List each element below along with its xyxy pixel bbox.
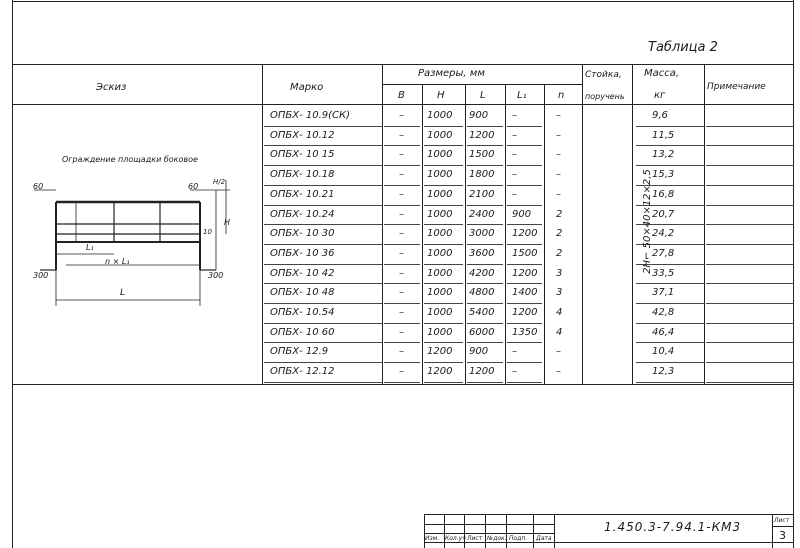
titleblock-col-4 xyxy=(485,514,486,548)
row-underline xyxy=(424,362,463,363)
titleblock-col-1 xyxy=(424,514,425,548)
cell-mass: 11,5 xyxy=(652,129,675,141)
cell-L: 5400 xyxy=(469,307,495,318)
titleblock-col-2 xyxy=(444,514,445,548)
stamp-label-data: Дата xyxy=(536,535,552,542)
col-line-n xyxy=(544,84,545,384)
cell-L: 1200 xyxy=(469,129,495,141)
cell-L1: – xyxy=(512,110,517,121)
header-n: n xyxy=(558,90,565,101)
cell-L1: 1200 xyxy=(512,228,538,240)
titleblock-col-6 xyxy=(533,514,534,548)
row-underline xyxy=(384,126,420,127)
row-underline xyxy=(424,126,463,127)
cell-L: 2100 xyxy=(469,188,495,200)
cell-B: – xyxy=(399,228,404,240)
row-underline xyxy=(706,303,794,304)
row-underline xyxy=(467,126,503,127)
row-underline xyxy=(264,224,382,225)
cell-L: 4200 xyxy=(469,267,495,279)
row-underline xyxy=(507,126,542,127)
cell-mark: ОПБХ- 10.24 xyxy=(270,208,335,220)
row-underline xyxy=(384,165,420,166)
cell-L1: – xyxy=(512,169,517,181)
row-underline xyxy=(507,145,542,146)
row-underline xyxy=(384,244,420,245)
row-underline xyxy=(384,145,420,146)
cell-n: 4 xyxy=(556,307,563,318)
header-sketch: Эскиз xyxy=(96,82,127,93)
row-underline xyxy=(384,303,420,304)
row-underline xyxy=(384,323,420,324)
cell-H: 1200 xyxy=(427,346,453,358)
cell-L: 3000 xyxy=(469,228,495,240)
table-caption: Таблица 2 xyxy=(648,40,718,55)
cell-B: – xyxy=(399,307,404,318)
row-underline xyxy=(507,165,542,166)
cell-mass: 42,8 xyxy=(652,307,675,318)
row-underline xyxy=(384,224,420,225)
cell-mass: 24,2 xyxy=(652,228,675,240)
titleblock-bottom-line xyxy=(424,542,794,543)
header-B: В xyxy=(398,90,405,101)
col-line-note xyxy=(704,64,705,384)
row-underline xyxy=(264,323,382,324)
cell-mark: ОПБХ- 10 48 xyxy=(270,287,335,299)
col-line-mark xyxy=(262,64,263,384)
row-underline xyxy=(424,224,463,225)
row-underline xyxy=(264,165,382,166)
row-underline xyxy=(706,224,794,225)
stamp-label-list: Лист xyxy=(467,535,483,542)
cell-n: – xyxy=(556,346,561,358)
cell-H: 1000 xyxy=(427,267,453,279)
row-underline xyxy=(507,342,542,343)
cell-mass: 9,6 xyxy=(652,110,668,121)
row-underline xyxy=(507,283,542,284)
cell-mark: ОПБХ- 10 42 xyxy=(270,267,335,279)
row-underline xyxy=(384,264,420,265)
cell-L1: – xyxy=(512,188,517,200)
row-underline xyxy=(424,145,463,146)
frame-top-border xyxy=(12,1,794,2)
cell-L1: 1500 xyxy=(512,247,538,259)
row-underline xyxy=(706,264,794,265)
row-underline xyxy=(264,283,382,284)
cell-B: – xyxy=(399,346,404,358)
cell-mark: ОПБХ- 10 60 xyxy=(270,326,335,338)
row-underline xyxy=(636,362,704,363)
cell-mass: 37,1 xyxy=(652,287,675,299)
row-underline xyxy=(467,303,503,304)
cell-mass: 20,7 xyxy=(652,208,675,220)
row-underline xyxy=(636,126,704,127)
col-line-L1 xyxy=(505,84,506,384)
cell-B: – xyxy=(399,267,404,279)
cell-B: – xyxy=(399,110,404,121)
cell-n: – xyxy=(556,169,561,181)
cell-n: – xyxy=(556,129,561,141)
row-underline xyxy=(384,205,420,206)
col-line-mass xyxy=(632,64,633,384)
stamp-label-podp: Подп. xyxy=(509,535,528,542)
sketch-dim-10: 10 xyxy=(203,228,212,236)
row-underline xyxy=(424,283,463,284)
header-dimensions: Размеры, мм xyxy=(418,68,485,79)
header-H: Н xyxy=(437,90,445,101)
cell-n: – xyxy=(556,366,561,378)
row-underline xyxy=(636,283,704,284)
cell-L: 1500 xyxy=(469,149,495,161)
col-line-post xyxy=(582,64,583,384)
cell-H: 1200 xyxy=(427,366,453,378)
cell-mass: 13,2 xyxy=(652,149,675,161)
row-underline xyxy=(507,382,542,383)
row-underline xyxy=(424,323,463,324)
cell-L: 900 xyxy=(469,346,489,358)
row-underline xyxy=(384,362,420,363)
row-underline xyxy=(424,342,463,343)
row-underline xyxy=(467,283,503,284)
row-underline xyxy=(384,283,420,284)
cell-L1: – xyxy=(512,149,517,161)
titleblock-col-5 xyxy=(506,514,507,548)
row-underline xyxy=(706,185,794,186)
cell-B: – xyxy=(399,208,404,220)
cell-H: 1000 xyxy=(427,287,453,299)
cell-B: – xyxy=(399,366,404,378)
sheet-number: 3 xyxy=(779,529,786,542)
cell-mark: ОПБХ- 12.9 xyxy=(270,346,329,358)
cell-H: 1000 xyxy=(427,169,453,181)
cell-mass: 12,3 xyxy=(652,366,675,378)
row-underline xyxy=(264,185,382,186)
col-line-B xyxy=(382,64,383,384)
row-underline xyxy=(636,382,704,383)
cell-H: 1000 xyxy=(427,208,453,220)
row-underline xyxy=(467,362,503,363)
cell-L: 4800 xyxy=(469,287,495,299)
cell-B: – xyxy=(399,188,404,200)
row-underline xyxy=(467,264,503,265)
header-L1: L₁ xyxy=(517,90,527,101)
cell-H: 1000 xyxy=(427,326,453,338)
row-underline xyxy=(507,303,542,304)
sketch-dim-nL1: n × L₁ xyxy=(105,257,130,266)
cell-H: 1000 xyxy=(427,307,453,318)
row-underline xyxy=(424,303,463,304)
row-underline xyxy=(706,205,794,206)
cell-mass: 27,8 xyxy=(652,247,675,259)
row-underline xyxy=(467,382,503,383)
titleblock-top-line xyxy=(424,514,794,515)
row-underline xyxy=(264,264,382,265)
row-underline xyxy=(424,205,463,206)
row-underline xyxy=(507,362,542,363)
frame-left-border xyxy=(12,0,13,548)
row-underline xyxy=(424,165,463,166)
table-header-bottom-line xyxy=(12,104,794,105)
row-underline xyxy=(706,382,794,383)
cell-B: – xyxy=(399,287,404,299)
stamp-label-ndok: №док. xyxy=(487,535,507,542)
cell-mark: ОПБХ- 10.21 xyxy=(270,188,335,200)
cell-H: 1000 xyxy=(427,188,453,200)
cell-n: 3 xyxy=(556,287,563,299)
cell-mark: ОПБХ- 12.12 xyxy=(270,366,335,378)
table-top-line xyxy=(12,64,794,65)
row-underline xyxy=(636,303,704,304)
header-mark: Марко xyxy=(290,82,324,93)
row-underline xyxy=(706,283,794,284)
cell-L: 6000 xyxy=(469,326,495,338)
col-line-H xyxy=(422,84,423,384)
row-underline xyxy=(264,362,382,363)
cell-mark: ОПБХ- 10.12 xyxy=(270,129,335,141)
header-mass-2: кг xyxy=(654,90,666,101)
header-post-1: Стойка, xyxy=(585,70,622,80)
cell-L1: 1350 xyxy=(512,326,538,338)
row-underline xyxy=(706,342,794,343)
row-underline xyxy=(467,165,503,166)
titleblock-col-3 xyxy=(464,514,465,548)
row-underline xyxy=(507,264,542,265)
row-underline xyxy=(467,244,503,245)
row-underline xyxy=(467,342,503,343)
sketch-dim-L1: L₁ xyxy=(86,243,94,252)
row-underline xyxy=(264,126,382,127)
cell-B: – xyxy=(399,149,404,161)
row-underline xyxy=(264,205,382,206)
cell-L: 2400 xyxy=(469,208,495,220)
cell-H: 1000 xyxy=(427,228,453,240)
cell-B: – xyxy=(399,326,404,338)
railing-sketch xyxy=(30,170,240,315)
row-underline xyxy=(706,165,794,166)
cell-mark: ОПБХ- 10.18 xyxy=(270,169,335,181)
cell-H: 1000 xyxy=(427,149,453,161)
row-underline xyxy=(706,244,794,245)
sketch-title: Ограждение площадки боковое xyxy=(62,155,198,164)
sketch-dim-H2: H/2 xyxy=(213,178,226,186)
cell-n: 2 xyxy=(556,247,563,259)
row-underline xyxy=(264,342,382,343)
cell-H: 1000 xyxy=(427,129,453,141)
row-underline xyxy=(706,126,794,127)
titleblock-col-7 xyxy=(554,514,555,548)
cell-L: 1800 xyxy=(469,169,495,181)
cell-mark: ОПБХ- 10 30 xyxy=(270,228,335,240)
row-underline xyxy=(264,382,382,383)
cell-L: 900 xyxy=(469,110,489,121)
cell-L1: 1400 xyxy=(512,287,538,299)
row-underline xyxy=(264,145,382,146)
row-underline xyxy=(636,145,704,146)
cell-n: – xyxy=(556,110,561,121)
cell-B: – xyxy=(399,129,404,141)
cell-L1: 1200 xyxy=(512,307,538,318)
cell-mass: 10,4 xyxy=(652,346,675,358)
sketch-dim-60-right: 60 xyxy=(188,182,199,191)
sheet-label: Лист xyxy=(774,517,790,524)
col-line-L xyxy=(465,84,466,384)
cell-n: 3 xyxy=(556,267,563,279)
row-underline xyxy=(384,382,420,383)
cell-H: 1000 xyxy=(427,110,453,121)
row-underline xyxy=(264,303,382,304)
cell-L1: – xyxy=(512,366,517,378)
row-underline xyxy=(424,382,463,383)
cell-mass: 46,4 xyxy=(652,326,675,338)
row-underline xyxy=(467,224,503,225)
stamp-label-izm: Изм. xyxy=(425,535,440,542)
row-underline xyxy=(424,244,463,245)
cell-mass: 16,8 xyxy=(652,188,675,200)
row-underline xyxy=(424,185,463,186)
cell-n: – xyxy=(556,149,561,161)
frame-right-border xyxy=(793,0,794,548)
row-underline xyxy=(507,244,542,245)
post-profile-label: 2Н⌐ 50×40×12×2,5 xyxy=(641,169,653,274)
cell-mark: ОПБХ- 10.54 xyxy=(270,307,335,318)
sketch-dim-L: L xyxy=(120,288,126,298)
row-underline xyxy=(706,145,794,146)
row-underline xyxy=(507,323,542,324)
row-underline xyxy=(384,185,420,186)
sketch-dim-60-left: 60 xyxy=(33,182,44,191)
document-code: 1.450.3-7.94.1-КМ3 xyxy=(604,520,742,534)
header-L: L xyxy=(480,90,486,101)
header-post-2: поручень xyxy=(585,92,625,101)
titleblock-sheet-line xyxy=(772,526,794,527)
cell-L1: 1200 xyxy=(512,267,538,279)
cell-mass: 15,3 xyxy=(652,169,675,181)
cell-B: – xyxy=(399,247,404,259)
row-underline xyxy=(467,145,503,146)
cell-L: 1200 xyxy=(469,366,495,378)
cell-n: – xyxy=(556,188,561,200)
row-underline xyxy=(467,323,503,324)
stamp-label-kol: Кол.уч xyxy=(445,535,466,542)
row-underline xyxy=(636,165,704,166)
cell-n: 2 xyxy=(556,228,563,240)
row-underline xyxy=(384,342,420,343)
row-underline xyxy=(706,323,794,324)
row-underline xyxy=(636,342,704,343)
row-underline xyxy=(636,323,704,324)
cell-H: 1000 xyxy=(427,247,453,259)
table-bottom-line xyxy=(12,384,794,385)
cell-L: 3600 xyxy=(469,247,495,259)
cell-n: 4 xyxy=(556,326,563,338)
cell-L1: – xyxy=(512,129,517,141)
row-underline xyxy=(706,362,794,363)
header-note: Примечание xyxy=(707,82,766,92)
row-underline xyxy=(424,264,463,265)
cell-mark: ОПБХ- 10.9(СК) xyxy=(270,110,351,121)
row-underline xyxy=(507,224,542,225)
cell-B: – xyxy=(399,169,404,181)
cell-L1: 900 xyxy=(512,208,532,220)
row-underline xyxy=(507,205,542,206)
cell-mark: ОПБХ- 10 36 xyxy=(270,247,335,259)
cell-mass: 33,5 xyxy=(652,267,675,279)
sketch-dim-300-left: 300 xyxy=(33,271,49,280)
row-underline xyxy=(264,244,382,245)
row-underline xyxy=(507,185,542,186)
row-underline xyxy=(467,185,503,186)
row-underline xyxy=(467,205,503,206)
cell-n: 2 xyxy=(556,208,563,220)
titleblock-sheet-col xyxy=(772,514,773,548)
sketch-dim-300-right: 300 xyxy=(208,271,224,280)
cell-L1: – xyxy=(512,346,517,358)
dimensions-subheader-line xyxy=(382,84,582,85)
header-mass-1: Масса, xyxy=(644,68,680,79)
cell-mark: ОПБХ- 10 15 xyxy=(270,149,335,161)
sketch-dim-H: H xyxy=(224,218,231,227)
